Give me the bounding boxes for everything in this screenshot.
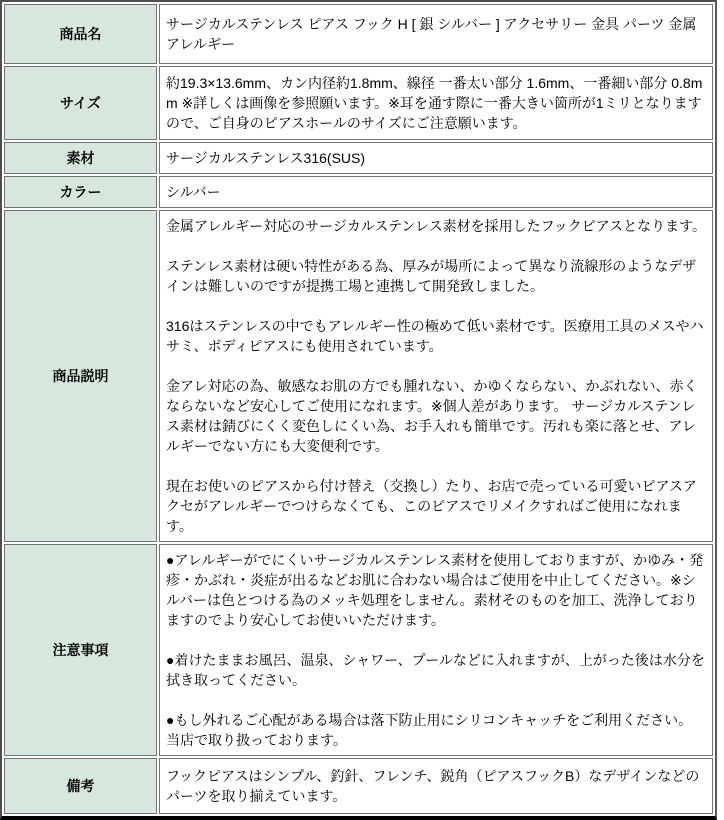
spec-row-material — [4, 142, 713, 174]
spec-row-size — [4, 66, 713, 140]
spec-row-description — [4, 210, 713, 542]
remarks-text: フックピアスはシンプル、釣針、フレンチ、鋭角（ピアスフックB）なデザインなどのパーツを取り揃えています。 — [166, 768, 700, 804]
color-text: シルバー — [166, 184, 221, 200]
spec-row-remarks — [4, 758, 713, 814]
row-value-remarks — [159, 758, 713, 814]
row-header-material: 素材 — [4, 142, 157, 174]
description-paragraph: 現在お使いのピアスから付け替え（交換し）たり、お店で売っている可愛いピアスアクセがアレルギーでつけらなくても、このピアスでリメイクすればご使用になれます。 — [166, 478, 697, 534]
row-value-size — [159, 66, 713, 140]
description-paragraph: 金属アレルギー対応のサージカルステンレス素材を採用したフックピアスとなります。 — [166, 218, 706, 234]
precaution-paragraph: ●着けたままお風呂、温泉、シャワー、プールなどに入れますが、上がった後は水分を拭き取ってください。 — [166, 652, 705, 688]
row-value-precautions — [159, 544, 713, 756]
row-header-product-name: 商品名 — [4, 4, 157, 64]
spec-row-product-name — [4, 4, 713, 64]
description-paragraph: ステンレス素材は硬い特性がある為、厚みが場所によって異なり流線形のようなデザインは難しいのですが提携工場と連携して開発致しました。 — [166, 258, 697, 294]
description-paragraph: 金アレ対応の為、敏感なお肌の方でも腫れない、かゆくならない、かぶれない、赤くならないなど安心してご使用になれます。※個人差があります。 サージカルステンレス素材は錆びにくく変色しにくい為、お手入れも簡単です。汚れも楽に落とせ、アレルギーでない方にも大変便利です。 — [166, 378, 698, 454]
spec-row-color — [4, 176, 713, 208]
row-header-description: 商品説明 — [4, 210, 157, 542]
spec-row-precautions — [4, 544, 713, 756]
product-name-text: サージカルステンレス ピアス フック H [ 銀 シルバー ] アクセサリー 金具 パーツ 金属アレルギー — [166, 16, 697, 52]
row-value-product-name — [159, 4, 713, 64]
row-header-remarks: 備考 — [4, 758, 157, 814]
row-value-color — [159, 176, 713, 208]
row-header-precautions: 注意事項 — [4, 544, 157, 756]
row-value-material — [159, 142, 713, 174]
description-paragraph: 316はステンレスの中でもアレルギー性の極めて低い素材です。医療用工具のメスやハサミ、ボディピアスにも使用されています。 — [166, 318, 704, 354]
row-header-color: カラー — [4, 176, 157, 208]
row-value-description — [159, 210, 713, 542]
precaution-paragraph: ●もし外れるご心配がある場合は落下防止用にシリコンキャッチをご利用ください。当店で取り扱っております。 — [166, 712, 693, 748]
material-text: サージカルステンレス316(SUS) — [166, 150, 366, 166]
precaution-paragraph: ●アレルギーがでにくいサージカルステンレス素材を使用しておりますが、かゆみ・発疹・かぶれ・炎症が出るなどお肌に合わない場合はご使用を中止してください。※シルバーは色とつける為のメッキ処理をしません。素材そのものを加工、洗浄しておりますのでより安心してお使いいただけます。 — [166, 552, 704, 628]
row-header-size: サイズ — [4, 66, 157, 140]
size-text: 約19.3×13.6mm、カン内径約1.8mm、線径 一番太い部分 1.6mm、一番細い部分 0.8mm ※詳しくは画像を参照願います。※耳を通す際に一番大きい箇所が1ミリとなりますので、ご自身のピアスホールのサイズにご注意願います。 — [166, 75, 703, 131]
